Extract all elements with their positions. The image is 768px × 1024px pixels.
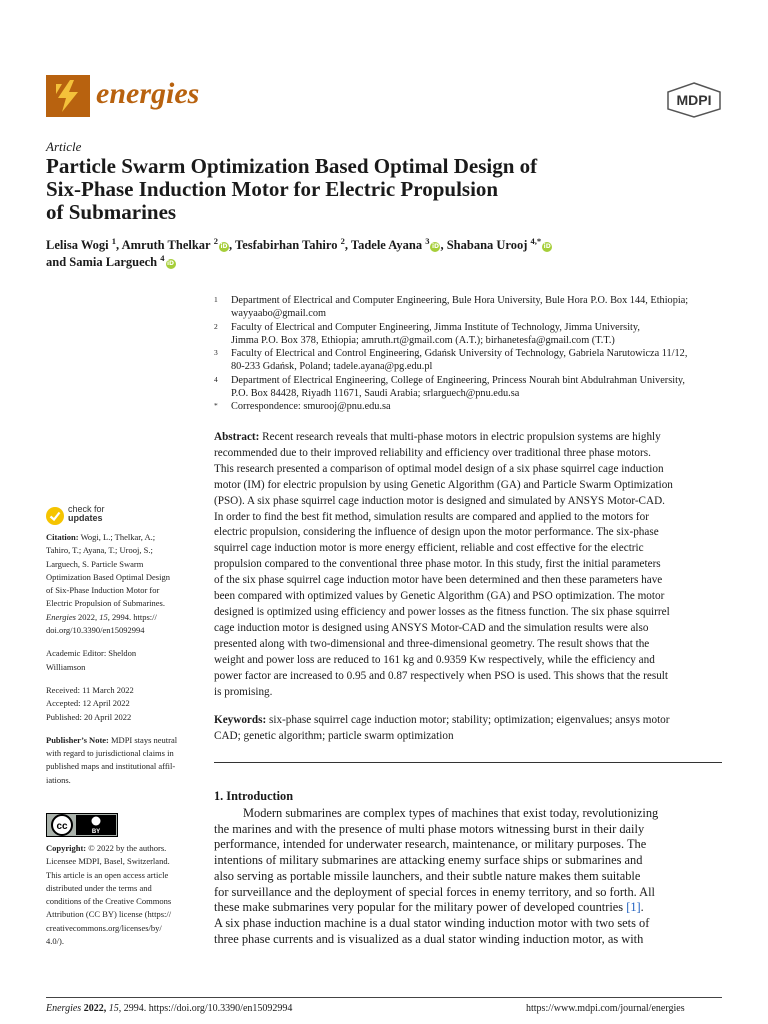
citation-line: Electric Propulsion of Submarines.	[46, 598, 165, 609]
abstract-line: motor (IM) for electric propulsion by using Genetic Algorithm (GA) and Particle Swarm Optimization	[214, 478, 673, 491]
affiliation-sup: 4,*	[530, 235, 542, 246]
abstract-line: is promising.	[214, 685, 273, 698]
affiliation-mark: 4	[214, 374, 218, 384]
affiliation-item	[214, 321, 724, 348]
body-line: also serving as portable missile launchers, and their subtle nature makes them suitable	[214, 868, 641, 883]
journal-logo-icon	[46, 75, 90, 117]
section-divider	[214, 762, 722, 763]
affiliation-item	[214, 347, 724, 374]
correspondence-line[interactable]: Correspondence: smurooj@pnu.edu.sa	[231, 401, 391, 413]
copyright-line: This article is an open access article	[46, 869, 169, 880]
affiliation-mark: *	[214, 401, 218, 411]
copyright-line: Attribution (CC BY) license (https://	[46, 909, 172, 920]
publisher-note-line: MDPI stays neutral	[108, 734, 178, 745]
copyright-label: Copyright:	[46, 843, 87, 853]
citation-year: 2022,	[75, 611, 100, 622]
abstract-line: recommended due to their improved reliability and efficiency over traditional three phase motors.	[214, 446, 651, 459]
affiliation-list	[214, 294, 724, 414]
abstract-line: power factor are increased to 0.95 and 0.87 respectively when PSO is used. This shows that the result	[214, 669, 669, 682]
copyright-notice	[46, 842, 198, 948]
body-line: these make submarines very popular for the military power of developed countries	[214, 900, 627, 915]
citation-link[interactable]: [1]	[626, 900, 641, 915]
abstract-line: This research presented a comparison of optimal model design of a six phase squirrel cage induction	[214, 462, 664, 475]
body-punctuation: .	[640, 900, 644, 915]
abstract-line: of the six phase squirrel cage induction motor have been determined and then these parameters have	[214, 574, 663, 587]
footer-journal: Energies	[46, 1003, 82, 1014]
citation-line: of Six-Phase Induction Motor for	[46, 585, 160, 596]
title-line: Six-Phase Induction Motor for Electric Propulsion	[46, 177, 499, 201]
copyright-line: © 2022 by the authors.	[86, 843, 167, 853]
author-name[interactable]: Lelisa Wogi	[46, 238, 109, 252]
abstract-label: Abstract:	[214, 431, 260, 443]
copyright-line: conditions of the Creative Commons	[46, 896, 172, 907]
abstract	[214, 430, 722, 700]
check-for-updates-icon[interactable]	[46, 507, 64, 525]
affiliation-line: Faculty of Electrical and Control Engineering, Gdańsk University of Technology, Gabriela Narutowicza 11/12,	[231, 348, 688, 360]
author-name[interactable]: Tadele Ayana	[350, 238, 423, 252]
copyright-line[interactable]: creativecommons.org/licenses/by/	[46, 922, 162, 933]
footer-journal-url[interactable]: https://www.mdpi.com/journal/energies	[526, 1003, 685, 1014]
title-line: Particle Swarm Optimization Based Optimal Design of	[46, 154, 538, 178]
publisher-note-line: iations.	[46, 774, 71, 785]
author-name[interactable]: Tesfabirhan Tahiro	[235, 238, 338, 252]
body-line: performance, intended for underwater research, maintenance, or military purposes. The	[214, 837, 647, 852]
body-line: for surveillance and the deployment of special forces in enemy territory, and so forth. All	[214, 884, 655, 899]
affiliation-line: Department of Electrical Engineering, College of Engineering, Princess Nourah bint Abdulrahman University,	[231, 374, 685, 386]
academic-editor: Williamson	[46, 661, 86, 672]
copyright-line: 4.0/).	[46, 936, 64, 947]
footer-year: 2022,	[81, 1003, 109, 1014]
citation-pages: , 2994. https://	[107, 611, 157, 622]
author-name[interactable]: and Samia Larguech	[46, 255, 158, 269]
title-line: of Submarines	[46, 200, 177, 224]
abstract-line: been compared with optimized values by Genetic Algorithm (GA) and PSO optimization. The motor	[214, 590, 665, 603]
affiliation-line[interactable]: 80-233 Gdańsk, Poland; tadele.ayana@pg.edu.pl	[231, 361, 433, 373]
publisher-note-line: with regard to jurisdictional claims in	[46, 748, 174, 759]
mdpi-logo	[666, 82, 722, 123]
abstract-line: cage induction motor is designed using ANSYS Motor-CAD and the simulation results were also	[214, 621, 649, 634]
citation-line: Wogi, L.; Thelkar, A.;	[78, 532, 156, 542]
orcid-icon[interactable]: iD	[543, 243, 551, 250]
affiliation-sup: 4	[160, 252, 165, 263]
section-heading: 1. Introduction	[214, 789, 294, 803]
affiliation-sup: 2	[213, 235, 218, 246]
footer-doi-link[interactable]: , 2994. https://doi.org/10.3390/en15092994	[118, 1003, 293, 1014]
body-line: Modern submarines are complex types of machines that exist today, revolutionizing	[243, 806, 659, 820]
footer-citation	[46, 1003, 292, 1014]
author-list: Lelisa Wogi $^1$, Amruth Thelkar $^2$iD, Tesfabirhan Tahiro $^2$, Tadele Ayana $^3$iD, Shabana Urooj $^{4,*}$iD and Samia Larguech $^4$iD	[46, 235, 551, 269]
citation-volume: 15	[99, 611, 108, 622]
check-for-updates-button[interactable]	[68, 505, 105, 523]
article-type: Article	[46, 139, 82, 154]
abstract-line: propulsion compared to the conventional three phase motor. In this study, first the initial parameters	[214, 558, 661, 571]
body-line: A six phase induction machine is a dual stator winding induction motor with two sets of	[214, 915, 650, 930]
citation-line: Tahiro, T.; Ayana, T.; Urooj, S.;	[46, 545, 153, 556]
publisher-note-line: published maps and institutional affil-	[46, 761, 176, 772]
cc-by-license-icon[interactable]	[46, 813, 118, 837]
body-line: intentions of military submarines are attacking enemy surface ships or submarines and	[214, 853, 643, 868]
paper-title	[46, 155, 686, 224]
journal-name: energies	[96, 77, 200, 110]
citation-journal: Energies	[46, 611, 76, 622]
citation-doi-link[interactable]: doi.org/10.3390/en15092994	[46, 625, 145, 636]
keywords	[214, 713, 722, 745]
orcid-icon[interactable]: iD	[431, 243, 439, 250]
footer-divider	[46, 997, 722, 998]
by-text: BY	[91, 829, 101, 835]
affiliation-mark: 3	[214, 348, 218, 358]
affiliation-sup: 2	[340, 235, 345, 246]
affiliation-line: Department of Electrical and Computer Engineering, Bule Hora University, Bule Hora P.O. Box 144, Ethiopia;	[231, 295, 689, 306]
abstract-line: Recent research reveals that multi-phase motors in electric propulsion systems are highly	[259, 431, 661, 443]
abstract-line: In order to find the best fit method, simulation results are compared and applied to the motors for	[214, 510, 649, 523]
publisher-note-label: Publisher’s Note:	[46, 734, 109, 745]
affiliation-sup: 1	[111, 235, 117, 246]
received-date: Received: 11 March 2022	[46, 684, 134, 695]
abstract-line: electric propulsion, considering the influence of design upon the motor performance. The six-phase	[214, 526, 659, 539]
affiliation-item	[214, 294, 724, 321]
affiliation-line[interactable]: Jimma P.O. Box 378, Ethiopia; amruth.rt@gmail.com (A.T.); birhanetesfa@gmail.com (T.T.)	[231, 334, 615, 346]
copyright-line: distributed under the terms and	[46, 882, 152, 893]
affiliation-line[interactable]: P.O. Box 84428, Riyadh 11671, Saudi Arabia; srlarguech@pnu.edu.sa	[231, 388, 520, 400]
abstract-line: weight and power loss are reduced to 161 kg and 0.9359 Kw respectively, while the efficiency and	[214, 653, 655, 666]
check-label: check for	[68, 504, 105, 514]
abstract-line: designed is optimized using efficiency and power losses as the fitness function. The six phase squirrel	[214, 605, 670, 618]
affiliation-mark: 2	[214, 321, 218, 331]
accepted-date: Accepted: 12 April 2022	[46, 698, 130, 709]
orcid-icon[interactable]: iD	[220, 243, 228, 250]
keywords-line: six-phase squirrel cage induction motor; stability; optimization; eigenvalues; ansys motor	[266, 714, 670, 726]
introduction-body	[214, 806, 724, 947]
affiliation-line[interactable]: wayyaabo@gmail.com	[231, 308, 326, 320]
citation-line: Larguech, S. Particle Swarm	[46, 558, 144, 569]
article-sidebar	[46, 531, 198, 787]
body-line: the marines and with the presence of multi phase motors witnessing burst in their daily	[214, 821, 645, 836]
published-date: Published: 20 April 2022	[46, 711, 132, 722]
citation-line: Optimization Based Optimal Design	[46, 571, 170, 582]
publisher-name: MDPI	[676, 92, 712, 108]
author-name[interactable]: Amruth Thelkar	[121, 238, 211, 252]
keywords-line: CAD; genetic algorithm; particle swarm optimization	[214, 729, 454, 742]
affiliation-mark: 1	[214, 295, 218, 304]
abstract-line: (PSO). A six phase squirrel cage induction motor is designed and simulated by ANSYS Motor-CAD.	[214, 494, 665, 507]
author-name[interactable]: Shabana Urooj	[446, 238, 528, 252]
abstract-line: presented along with two-dimensional and three-dimensional geometry. The result shows that the	[214, 637, 650, 650]
affiliation-item	[214, 374, 724, 401]
body-line: three phase currents and is visualized as a dual stator winding induction motor, as with	[214, 931, 644, 946]
cc-text: cc	[56, 821, 68, 832]
copyright-line: Licensee MDPI, Basel, Switzerland.	[46, 856, 170, 867]
orcid-icon[interactable]: iD	[166, 260, 175, 267]
keywords-label: Keywords:	[214, 714, 267, 726]
citation-label: Citation:	[46, 532, 79, 542]
academic-editor: Academic Editor: Sheldon	[46, 648, 137, 659]
abstract-line: squirrel cage induction motor is more energy efficient, reliable and cost effective for the electric	[214, 542, 644, 555]
affiliation-line: Faculty of Electrical and Computer Engineering, Jimma Institute of Technology, Jimma University,	[231, 321, 640, 333]
correspondence-item	[214, 400, 724, 413]
check-label: updates	[68, 513, 103, 523]
affiliation-sup: 3	[425, 235, 430, 246]
footer-volume: 15	[108, 1003, 119, 1014]
